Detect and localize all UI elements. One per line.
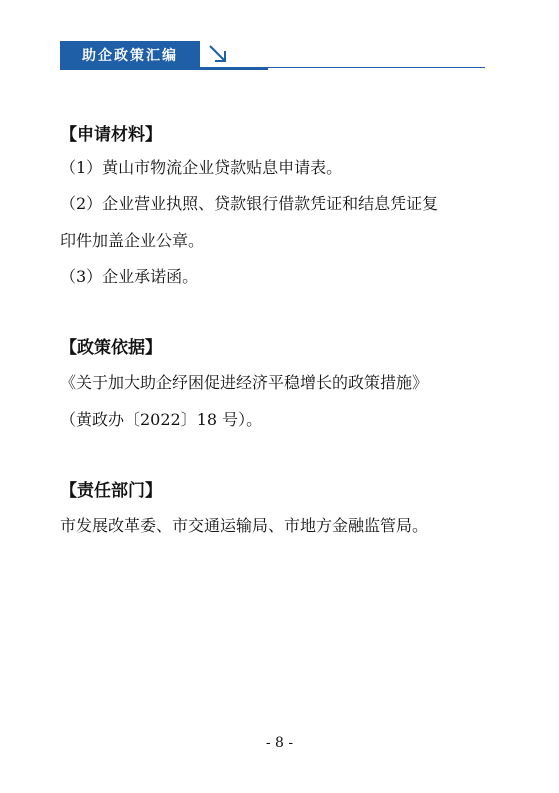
arrow-down-right-icon (205, 41, 231, 67)
departments-line-1: 市发展改革委、市交通运输局、市地方金融监管局。 (60, 516, 429, 535)
header-rule-accent (60, 67, 268, 70)
materials-line-2: （2）企业营业执照、贷款银行借款凭证和结息凭证复 (60, 194, 439, 213)
header-title: 助企政策汇编 (60, 41, 200, 68)
section-title-materials: 【申请材料】 (60, 125, 162, 145)
section-title-departments: 【责任部门】 (60, 481, 162, 501)
materials-line-1: （1）黄山市物流企业贷款贴息申请表。 (60, 158, 343, 177)
materials-line-4: （3）企业承诺函。 (60, 267, 199, 286)
basis-line-2: （黄政办〔2022〕18 号）。 (60, 410, 263, 429)
page-number: - 8 - (265, 735, 294, 751)
section-title-basis: 【政策依据】 (60, 338, 162, 358)
materials-line-3: 印件加盖企业公章。 (60, 231, 205, 250)
basis-line-1: 《关于加大助企纾困促进经济平稳增长的政策措施》 (60, 373, 429, 392)
